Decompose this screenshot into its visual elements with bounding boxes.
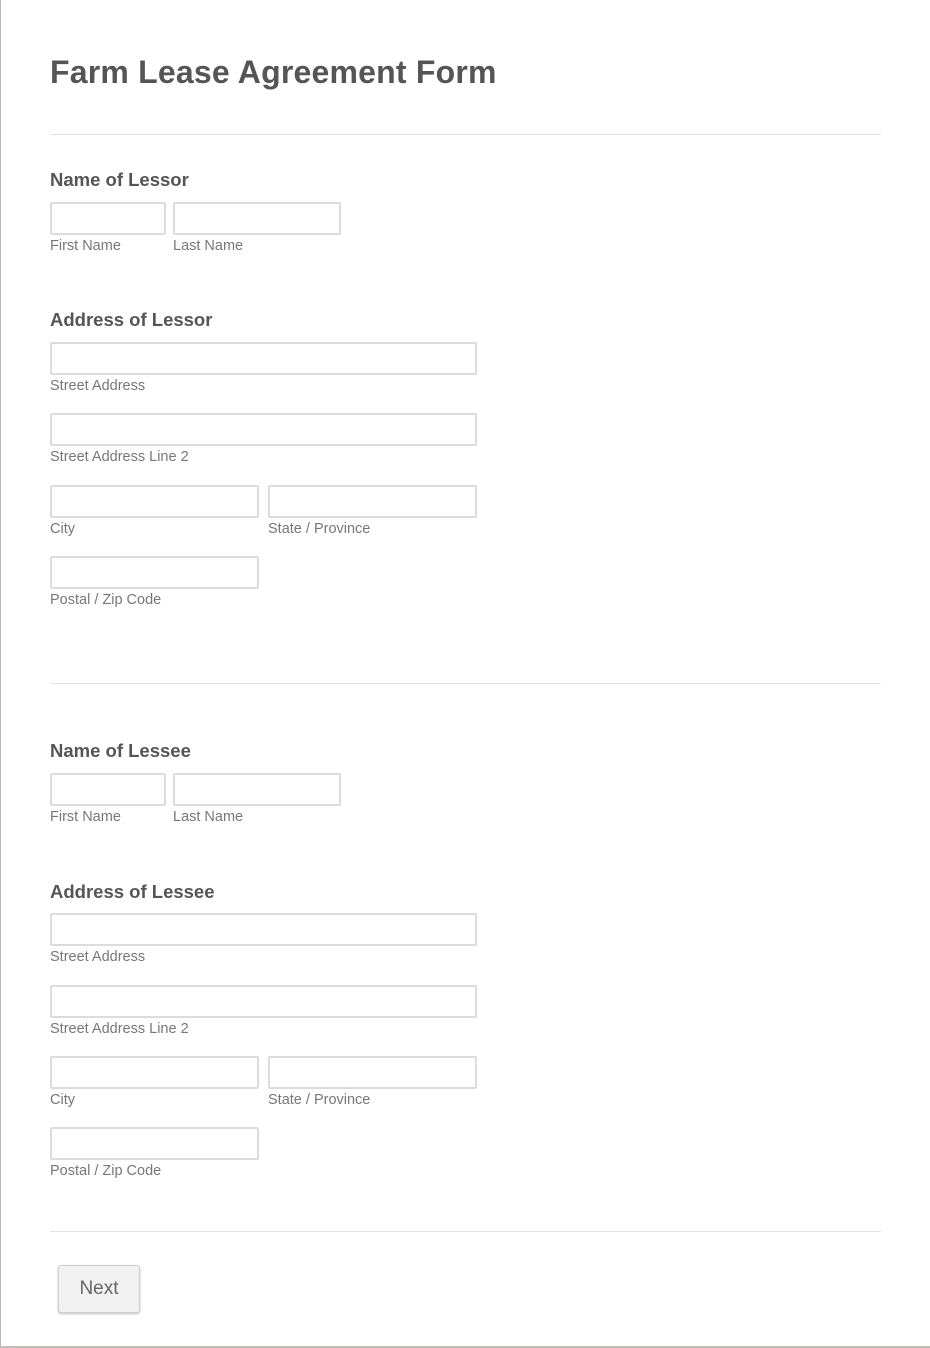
lessor-postal-sublabel: Postal / Zip Code	[50, 592, 162, 608]
lessor-state-input[interactable]	[268, 485, 477, 518]
lessee-last-name-field	[173, 773, 341, 825]
lessee-city-field	[50, 1056, 259, 1108]
lessee-state-input[interactable]	[268, 1056, 477, 1089]
lessor-state-field	[268, 485, 477, 537]
lessor-postal-field	[50, 556, 259, 608]
lessor-city-input[interactable]	[50, 485, 259, 518]
lessee-city-input[interactable]	[50, 1056, 259, 1089]
lessor-street-field	[50, 342, 477, 394]
lessee-last-name-input[interactable]	[173, 773, 341, 806]
lessee-street-sublabel: Street Address	[50, 949, 146, 965]
form-title: Farm Lease Agreement Form	[50, 54, 497, 90]
lessee-name-label: Name of Lessee	[50, 740, 191, 761]
lessor-street-input[interactable]	[50, 342, 477, 375]
lessee-street2-sublabel: Street Address Line 2	[50, 1021, 189, 1037]
lessee-postal-sublabel: Postal / Zip Code	[50, 1163, 162, 1179]
lessor-street-sublabel: Street Address	[50, 378, 146, 394]
lessee-first-name-sublabel: First Name	[50, 809, 121, 825]
lessor-postal-input[interactable]	[50, 556, 259, 589]
lessee-street-field	[50, 913, 477, 965]
lessor-first-name-field	[50, 202, 166, 254]
footer-divider	[50, 1231, 881, 1232]
page-left-edge	[0, 0, 1, 1348]
lessor-city-field	[50, 485, 259, 537]
lessor-street2-sublabel: Street Address Line 2	[50, 449, 189, 465]
lessee-street-input[interactable]	[50, 913, 477, 946]
lessee-state-field	[268, 1056, 477, 1108]
header-divider	[50, 134, 881, 135]
lessee-postal-input[interactable]	[50, 1127, 259, 1160]
lessor-last-name-field	[173, 202, 341, 254]
lessor-first-name-sublabel: First Name	[50, 238, 121, 254]
lessor-first-name-input[interactable]	[50, 202, 166, 235]
lessee-street2-field	[50, 985, 477, 1037]
lessor-street2-input[interactable]	[50, 413, 477, 446]
lessor-city-sublabel: City	[50, 521, 75, 537]
lessee-first-name-input[interactable]	[50, 773, 166, 806]
lessee-address-label: Address of Lessee	[50, 881, 215, 902]
lessor-state-sublabel: State / Province	[268, 521, 371, 537]
lessee-last-name-sublabel: Last Name	[173, 809, 244, 825]
section-divider	[50, 683, 881, 684]
lessee-street2-input[interactable]	[50, 985, 477, 1018]
next-button[interactable]: Next	[58, 1265, 140, 1313]
lessor-last-name-sublabel: Last Name	[173, 238, 244, 254]
lessee-city-sublabel: City	[50, 1092, 75, 1108]
lessor-street2-field	[50, 413, 477, 465]
lessee-postal-field	[50, 1127, 259, 1179]
lessor-last-name-input[interactable]	[173, 202, 341, 235]
lessor-name-label: Name of Lessor	[50, 169, 189, 190]
lessee-first-name-field	[50, 773, 166, 825]
lessor-address-label: Address of Lessor	[50, 309, 213, 330]
lessee-state-sublabel: State / Province	[268, 1092, 371, 1108]
